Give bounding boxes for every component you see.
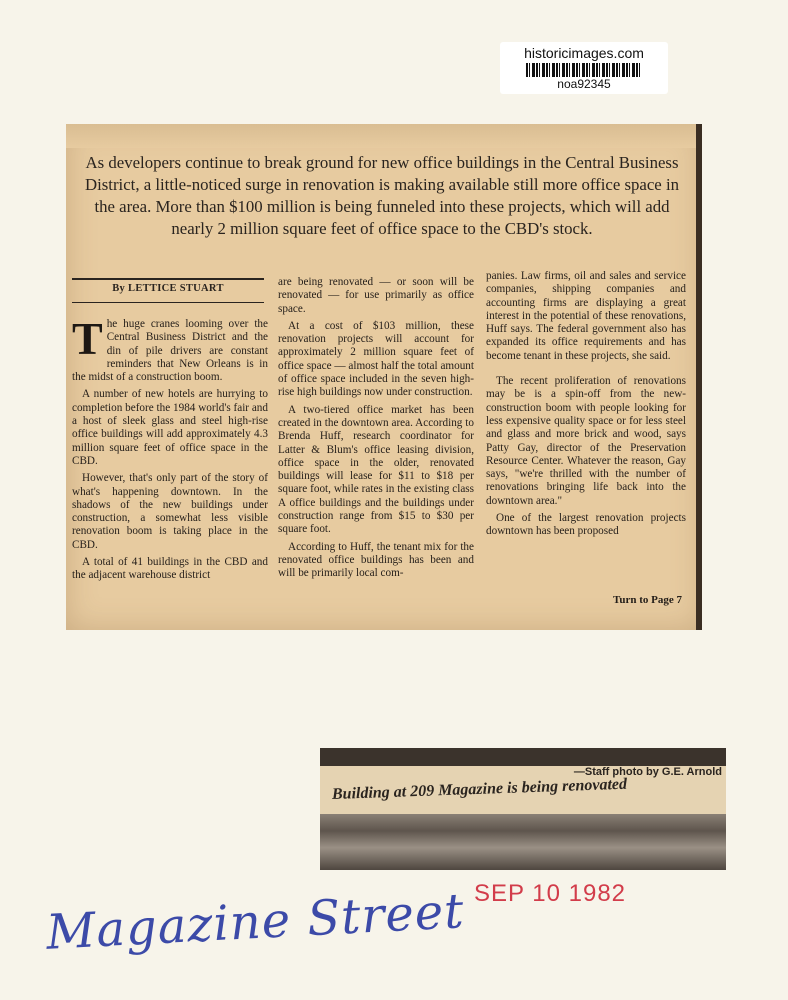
date-stamp: SEP 10 1982 [474, 880, 627, 907]
handwritten-note: Magazine Street [44, 883, 466, 961]
drop-cap: T [72, 313, 103, 364]
byline-rule-top [72, 278, 264, 280]
photo-top-band [320, 748, 726, 766]
article-column-2 [278, 276, 474, 585]
turn-to-page: Turn to Page 7 [613, 594, 682, 606]
photo-caption-clipping [320, 748, 726, 870]
column-1-paragraph: A total of 41 buildings in the CBD and the adjacent warehouse district [72, 556, 268, 582]
archive-label [500, 42, 668, 94]
label-site: historicimages.com [524, 45, 644, 61]
column-1-paragraph: A number of new hotels are hurrying to completion before the 1984 world's fair and a host of sleek glass and steel high-rise office buildings will add approximately 4.3 million square feet of office space in the CBD. [72, 388, 268, 467]
byline-rule-bottom [72, 302, 264, 303]
column-1-paragraph: However, that's only part of the story of what's happening downtown. In the shadows of the new buildings under construction, a somewhat less visible renovation boom is taking place in the CBD. [72, 472, 268, 551]
column-2-paragraph: are being renovated — or soon will be renovated — for use primarily as office space. [278, 276, 474, 315]
column-1-paragraph: The huge cranes looming over the Central Business District and the din of pile drivers are constant reminders that New Orleans is in the midst of a construction boom. [72, 313, 268, 384]
column-3-paragraph: The recent proliferation of renovations may be is a spin-off from the new-construction boom with people looking for less expensive quality space or for less steel and glass and more brick and wood, says Patty Gay, director of the Preservation Resource Center. Whatever the reason, Gay says, "we're thrilled with the number of renovations bringing life back into the downtown area." [486, 375, 686, 507]
photo-fragment [320, 814, 726, 870]
clipping-edge [696, 124, 702, 630]
clipping-top-strip [66, 124, 702, 148]
article-byline: By LETTICE STUART [112, 283, 224, 294]
article-clipping [66, 124, 702, 630]
article-headline: As developers continue to break ground for new office buildings in the Central Business District, a little-noticed surge in renovation is making available still more office space in the area. More than $100 million is being funneled into these projects, which will add nearly 2 million square feet of office space to the CBD's stock. [84, 153, 679, 238]
column-2-paragraph: A two-tiered office market has been created in the downtown area. According to Brenda Huff, research coordinator for Latter & Blum's office leasing division, office space in the older, renovated buildings will lease for $11 to $18 per square foot, while rates in the existing class A office buildings and the buildings under construction range from $15 to $30 per square foot. [278, 403, 474, 536]
article-column-1 [72, 313, 268, 587]
barcode-icon [526, 63, 642, 77]
label-id: noa92345 [557, 77, 611, 91]
article-column-3 [486, 270, 686, 543]
column-3-paragraph: panies. Law firms, oil and sales and service companies, shipping companies and accounting firms are displaying a great interest in the potential of these renovations, Huff says. The federal government also has expanded its office requirements and has become tenant in these projects, she said. [486, 270, 686, 362]
column-2-paragraph: At a cost of $103 million, these renovation projects will account for approximately 2 million square feet of office space — almost half the total amount of office space included in the seven high-rise high buildings now under construction. [278, 319, 474, 399]
column-2-paragraph: According to Huff, the tenant mix for the renovated office buildings has been and will be primarily local com- [278, 540, 474, 580]
column-3-paragraph: One of the largest renovation projects downtown has been proposed [486, 512, 686, 538]
photo-credit: —Staff photo by G.E. Arnold [573, 766, 722, 778]
photo-caption: Building at 209 Magazine is being renovated [331, 775, 628, 803]
